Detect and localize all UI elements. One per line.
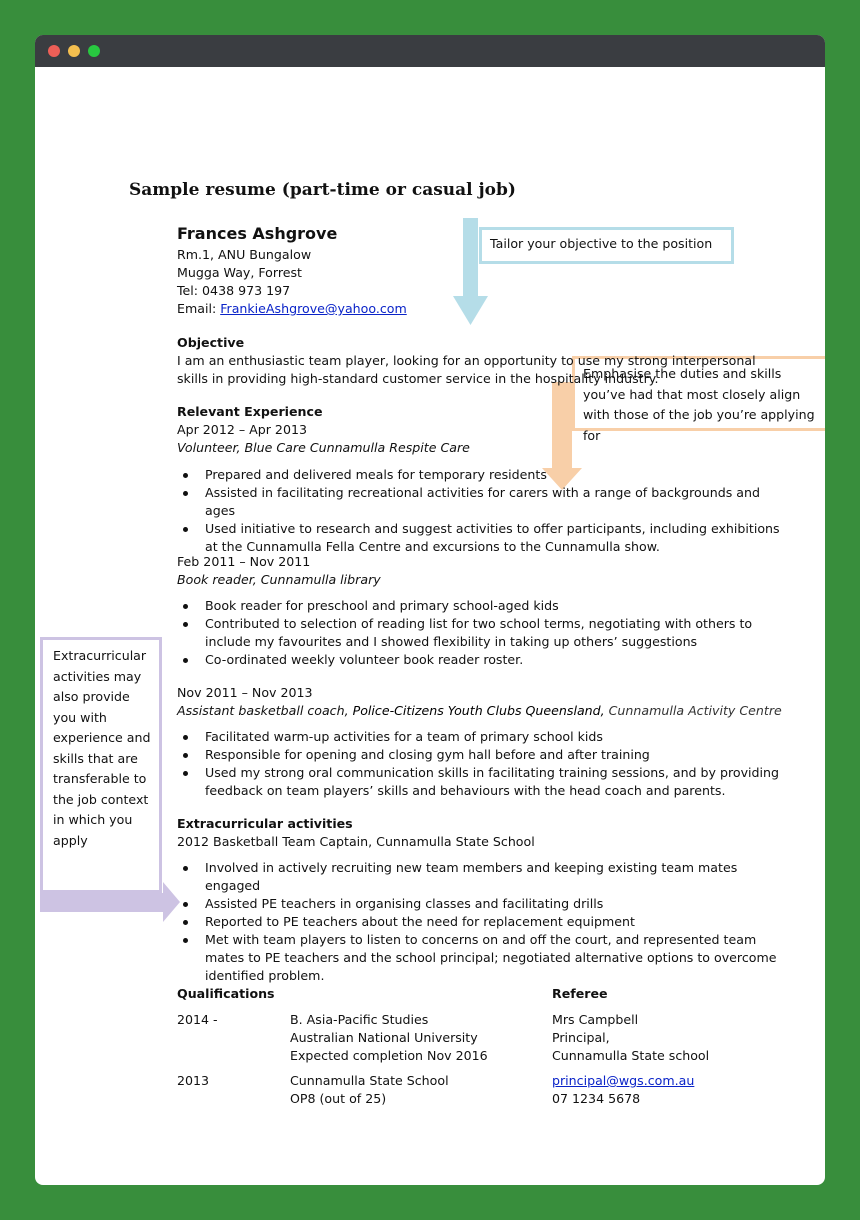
email-link[interactable]: FrankieAshgrove@yahoo.com [220,301,407,316]
maximize-window-button[interactable] [88,45,100,57]
resume-page [35,67,825,1185]
objective-section [177,334,787,388]
browser-window [35,35,825,1185]
extracurricular-tip-text: Extracurricular activities may also provide you with experience and skills that are transferable to the job context in which you apply [53,648,151,848]
job-role-title: Assistant basketball coach, [177,703,353,718]
experience-job-3-header [177,684,787,720]
minimize-window-button[interactable] [68,45,80,57]
window-titlebar [35,35,825,67]
list-item: Involved in actively recruiting new team members and keeping existing team mates engaged [177,859,787,895]
job-2-duties-list [177,597,787,669]
document-title: Sample resume (part-time or casual job) [129,180,516,200]
qualification-line: Cunnamulla State School [290,1073,449,1088]
job-role: Volunteer, Blue Care Cunnamulla Respite Care [177,440,470,455]
objective-tip-text: Tailor your objective to the position [490,236,713,251]
qualification-year: 2014 - [177,1012,218,1027]
extracurricular-tip-callout [40,637,162,893]
duties-tip-text: Emphasise the duties and skills you’ve had that most closely align with those of the job you’re applying for [583,366,815,443]
address-line-1: Rm.1, ANU Bungalow [177,247,312,262]
objective-heading: Objective [177,335,245,350]
objective-text: I am an enthusiastic team player, looking for an opportunity to use my strong interpersonal skills in providing high-standard customer service in the hospitality industry. [177,353,756,386]
qualification-year: 2013 [177,1073,210,1088]
qualification-line: Australian National University [290,1030,478,1045]
job-3-duties-list [177,728,787,800]
qualification-line: B. Asia-Pacific Studies [290,1012,429,1027]
job-role [177,702,787,720]
qualification-line: OP8 (out of 25) [290,1091,387,1106]
experience-heading: Relevant Experience [177,404,323,419]
objective-tip-callout [479,227,734,264]
referee-name: Mrs Campbell [552,1012,639,1027]
list-item: Used my strong oral communication skills in facilitating training sessions, and by providing feedback on team players’ skills and behaviours with the head coach and parents. [177,764,787,800]
email-label: Email: [177,301,221,316]
job-role: Book reader, Cunnamulla library [177,572,381,587]
list-item: Reported to PE teachers about the need for replacement equipment [177,913,787,931]
list-item: Used initiative to research and suggest activities to offer participants, including exhibitions at the Cunnamulla Fella Centre and excursions to the Cunnamulla show. [177,520,787,556]
referee-school: Cunnamulla State school [552,1048,710,1063]
referee-phone: 07 1234 5678 [552,1091,641,1106]
job-role-location: Cunnamulla Activity Centre [608,703,782,718]
list-item: Prepared and delivered meals for temporary residents [177,466,787,484]
applicant-name: Frances Ashgrove [177,224,338,243]
address-line-2: Mugga Way, Forrest [177,265,302,280]
qualification-details [290,1072,449,1108]
list-item: Facilitated warm-up activities for a team of primary school kids [177,728,787,746]
referee-details [552,1011,709,1065]
extracurricular-heading: Extracurricular activities [177,816,353,831]
referee-title: Principal, [552,1030,610,1045]
phone-number: Tel: 0438 973 197 [177,283,291,298]
experience-job-2-header [177,553,787,589]
contact-block [177,246,407,318]
job-dates: Apr 2012 – Apr 2013 [177,422,307,437]
qualifications-heading: Qualifications [177,986,275,1001]
experience-job-1-header [177,403,557,457]
job-1-duties-list [177,466,787,556]
email-line [177,300,407,318]
list-item: Responsible for opening and closing gym hall before and after training [177,746,787,764]
referee-heading: Referee [552,986,608,1001]
list-item: Met with team players to listen to concerns on and off the court, and represented team mates to PE teachers and the school principal; negotiated alternative options to overcome identified problem. [177,931,787,985]
extracurricular-subtitle: 2012 Basketball Team Captain, Cunnamulla State School [177,834,535,849]
job-role-org: Police-Citizens Youth Clubs Queensland, [352,703,609,718]
referee-contact [552,1072,694,1108]
qualification-line: Expected completion Nov 2016 [290,1048,488,1063]
list-item: Assisted in facilitating recreational activities for carers with a range of backgrounds and ages [177,484,787,520]
list-item: Book reader for preschool and primary school-aged kids [177,597,787,615]
referee-email-link[interactable]: principal@wgs.com.au [552,1073,695,1088]
list-item: Contributed to selection of reading list for two school terms, negotiating with others to include my favourites and I showed flexibility in taking up others’ suggestions [177,615,787,651]
job-dates: Feb 2011 – Nov 2011 [177,554,311,569]
extracurricular-list [177,859,787,985]
list-item: Co-ordinated weekly volunteer book reader roster. [177,651,787,669]
qualification-details [290,1011,488,1065]
extracurricular-header [177,815,787,851]
list-item: Assisted PE teachers in organising classes and facilitating drills [177,895,787,913]
close-window-button[interactable] [48,45,60,57]
job-dates: Nov 2011 – Nov 2013 [177,685,313,700]
